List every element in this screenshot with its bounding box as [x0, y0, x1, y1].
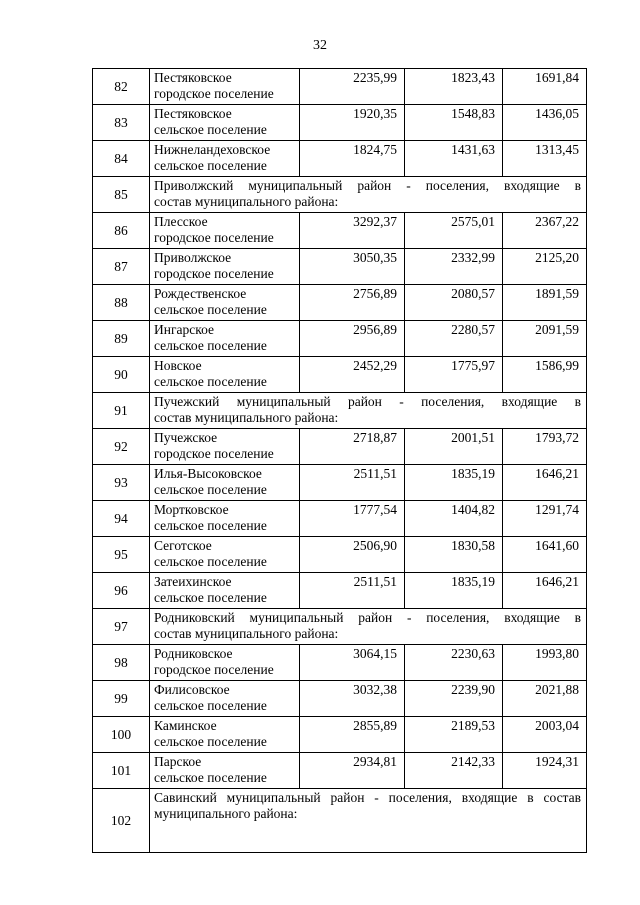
- settlement-name-line: Каминское: [154, 718, 217, 733]
- settlement-name: [150, 69, 300, 105]
- settlement-name: [150, 681, 300, 717]
- settlement-name: [150, 213, 300, 249]
- settlement-name: [150, 321, 300, 357]
- value-col-3: 2003,04: [503, 717, 587, 753]
- settlement-name: [150, 105, 300, 141]
- settlement-name-line: Рождественское: [154, 286, 247, 301]
- row-number: 94: [93, 501, 150, 537]
- table-row: [93, 177, 587, 213]
- value-col-2: 1835,19: [405, 573, 503, 609]
- value-col-3: 1646,21: [503, 573, 587, 609]
- settlement-name-line: Затеихинское: [154, 574, 232, 589]
- district-heading: [150, 177, 587, 213]
- value-col-1: 2956,89: [300, 321, 405, 357]
- settlement-name: [150, 537, 300, 573]
- row-number: 100: [93, 717, 150, 753]
- settlement-name: [150, 573, 300, 609]
- settlement-type-line: сельское поселение: [154, 121, 267, 137]
- value-col-1: 2718,87: [300, 429, 405, 465]
- settlement-type-line: сельское поселение: [154, 697, 267, 713]
- value-col-1: 2855,89: [300, 717, 405, 753]
- settlement-type-line: сельское поселение: [154, 553, 267, 569]
- row-number: 85: [93, 177, 150, 213]
- value-col-3: 1641,60: [503, 537, 587, 573]
- value-col-2: 1835,19: [405, 465, 503, 501]
- value-col-3: 2091,59: [503, 321, 587, 357]
- value-col-2: 1775,97: [405, 357, 503, 393]
- district-heading-line-2: муниципального района:: [154, 805, 298, 821]
- row-number: 95: [93, 537, 150, 573]
- row-number: 102: [93, 789, 150, 853]
- row-number: 83: [93, 105, 150, 141]
- table-row: [93, 429, 587, 465]
- settlement-name-line: Нижнеландеховское: [154, 142, 271, 157]
- district-heading-line-1: Родниковский муниципальный район - поселения, входящие в: [154, 610, 581, 625]
- value-col-1: 2511,51: [300, 465, 405, 501]
- value-col-3: 1691,84: [503, 69, 587, 105]
- settlement-name: [150, 753, 300, 789]
- settlement-name: [150, 465, 300, 501]
- value-col-1: 2934,81: [300, 753, 405, 789]
- value-col-2: 2230,63: [405, 645, 503, 681]
- table-row: [93, 213, 587, 249]
- settlement-name-line: Филисовское: [154, 682, 230, 697]
- settlement-type-line: городское поселение: [154, 445, 274, 461]
- district-heading-line-1: Пучежский муниципальный район - поселения, входящие в: [154, 394, 581, 409]
- settlement-name-line: Родниковское: [154, 646, 233, 661]
- settlement-name: [150, 501, 300, 537]
- district-heading: [150, 393, 587, 429]
- settlement-name-line: Парское: [154, 754, 202, 769]
- value-col-2: 2189,53: [405, 717, 503, 753]
- settlement-name: [150, 645, 300, 681]
- row-number: 89: [93, 321, 150, 357]
- value-col-2: 1404,82: [405, 501, 503, 537]
- table-row: [93, 645, 587, 681]
- settlement-name: [150, 141, 300, 177]
- value-col-2: 2142,33: [405, 753, 503, 789]
- district-heading: [150, 789, 587, 853]
- settlement-name: [150, 429, 300, 465]
- row-number: 96: [93, 573, 150, 609]
- value-col-1: 2756,89: [300, 285, 405, 321]
- row-number: 86: [93, 213, 150, 249]
- district-heading-line-2: состав муниципального района:: [154, 193, 339, 209]
- value-col-1: 1824,75: [300, 141, 405, 177]
- value-col-1: 3064,15: [300, 645, 405, 681]
- value-col-1: 3292,37: [300, 213, 405, 249]
- settlement-name: [150, 357, 300, 393]
- table-row: [93, 753, 587, 789]
- settlement-type-line: городское поселение: [154, 265, 274, 281]
- table-row: [93, 285, 587, 321]
- settlement-name: [150, 285, 300, 321]
- table-row: [93, 465, 587, 501]
- value-col-3: 1646,21: [503, 465, 587, 501]
- table-row: [93, 69, 587, 105]
- district-heading-line-1: Приволжский муниципальный район - поселения, входящие в: [154, 178, 581, 193]
- row-number: 97: [93, 609, 150, 645]
- row-number: 87: [93, 249, 150, 285]
- table-row: [93, 717, 587, 753]
- settlement-type-line: сельское поселение: [154, 517, 267, 533]
- settlements-table: [92, 68, 587, 853]
- settlement-name-line: Илья-Высоковское: [154, 466, 262, 481]
- table-row: [93, 105, 587, 141]
- value-col-2: 2332,99: [405, 249, 503, 285]
- table-row: [93, 357, 587, 393]
- value-col-1: 2511,51: [300, 573, 405, 609]
- settlement-name-line: Сеготское: [154, 538, 212, 553]
- value-col-3: 1586,99: [503, 357, 587, 393]
- value-col-2: 2575,01: [405, 213, 503, 249]
- district-heading-line-1: Савинский муниципальный район - поселения, входящие в состав: [154, 790, 581, 805]
- table-row: [93, 249, 587, 285]
- settlement-name-line: Ингарское: [154, 322, 215, 337]
- district-heading-line-2: состав муниципального района:: [154, 409, 339, 425]
- row-number: 82: [93, 69, 150, 105]
- settlement-type-line: городское поселение: [154, 85, 274, 101]
- value-col-1: 1777,54: [300, 501, 405, 537]
- value-col-1: 2235,99: [300, 69, 405, 105]
- table-row: [93, 141, 587, 177]
- table-row: [93, 501, 587, 537]
- settlement-name-line: Пестяковское: [154, 70, 232, 85]
- settlement-name-line: Мортковское: [154, 502, 229, 517]
- value-col-3: 2367,22: [503, 213, 587, 249]
- table-body: [93, 69, 587, 853]
- row-number: 92: [93, 429, 150, 465]
- value-col-3: 1793,72: [503, 429, 587, 465]
- row-number: 88: [93, 285, 150, 321]
- table-row: [93, 537, 587, 573]
- district-heading-line-2: состав муниципального района:: [154, 625, 339, 641]
- value-col-3: 1924,31: [503, 753, 587, 789]
- settlement-name-line: Пучежское: [154, 430, 218, 445]
- row-number: 101: [93, 753, 150, 789]
- settlement-type-line: сельское поселение: [154, 733, 267, 749]
- settlement-name-line: Новское: [154, 358, 202, 373]
- value-col-2: 1823,43: [405, 69, 503, 105]
- settlement-type-line: городское поселение: [154, 661, 274, 677]
- value-col-2: 2080,57: [405, 285, 503, 321]
- value-col-3: 1993,80: [503, 645, 587, 681]
- row-number: 84: [93, 141, 150, 177]
- value-col-1: 3032,38: [300, 681, 405, 717]
- district-heading: [150, 609, 587, 645]
- settlement-type-line: сельское поселение: [154, 337, 267, 353]
- settlement-type-line: сельское поселение: [154, 373, 267, 389]
- settlement-name-line: Приволжское: [154, 250, 232, 265]
- value-col-3: 1313,45: [503, 141, 587, 177]
- value-col-3: 1291,74: [503, 501, 587, 537]
- value-col-3: 1891,59: [503, 285, 587, 321]
- value-col-1: 3050,35: [300, 249, 405, 285]
- value-col-2: 2280,57: [405, 321, 503, 357]
- value-col-2: 1548,83: [405, 105, 503, 141]
- row-number: 99: [93, 681, 150, 717]
- table-row: [93, 573, 587, 609]
- value-col-1: 2506,90: [300, 537, 405, 573]
- settlement-type-line: сельское поселение: [154, 157, 267, 173]
- value-col-2: 2239,90: [405, 681, 503, 717]
- value-col-2: 2001,51: [405, 429, 503, 465]
- value-col-1: 2452,29: [300, 357, 405, 393]
- table-row: [93, 789, 587, 853]
- row-number: 98: [93, 645, 150, 681]
- table-row: [93, 609, 587, 645]
- settlement-type-line: сельское поселение: [154, 769, 267, 785]
- value-col-2: 1431,63: [405, 141, 503, 177]
- settlement-name-line: Пестяковское: [154, 106, 232, 121]
- settlement-type-line: сельское поселение: [154, 481, 267, 497]
- table-row: [93, 681, 587, 717]
- value-col-1: 1920,35: [300, 105, 405, 141]
- settlement-name-line: Плесское: [154, 214, 208, 229]
- value-col-2: 1830,58: [405, 537, 503, 573]
- row-number: 90: [93, 357, 150, 393]
- settlement-type-line: сельское поселение: [154, 301, 267, 317]
- settlement-name: [150, 249, 300, 285]
- settlement-type-line: сельское поселение: [154, 589, 267, 605]
- settlement-type-line: городское поселение: [154, 229, 274, 245]
- value-col-3: 2021,88: [503, 681, 587, 717]
- row-number: 93: [93, 465, 150, 501]
- page-number: 32: [313, 38, 327, 53]
- table-row: [93, 321, 587, 357]
- settlement-name: [150, 717, 300, 753]
- value-col-3: 1436,05: [503, 105, 587, 141]
- table-row: [93, 393, 587, 429]
- value-col-3: 2125,20: [503, 249, 587, 285]
- row-number: 91: [93, 393, 150, 429]
